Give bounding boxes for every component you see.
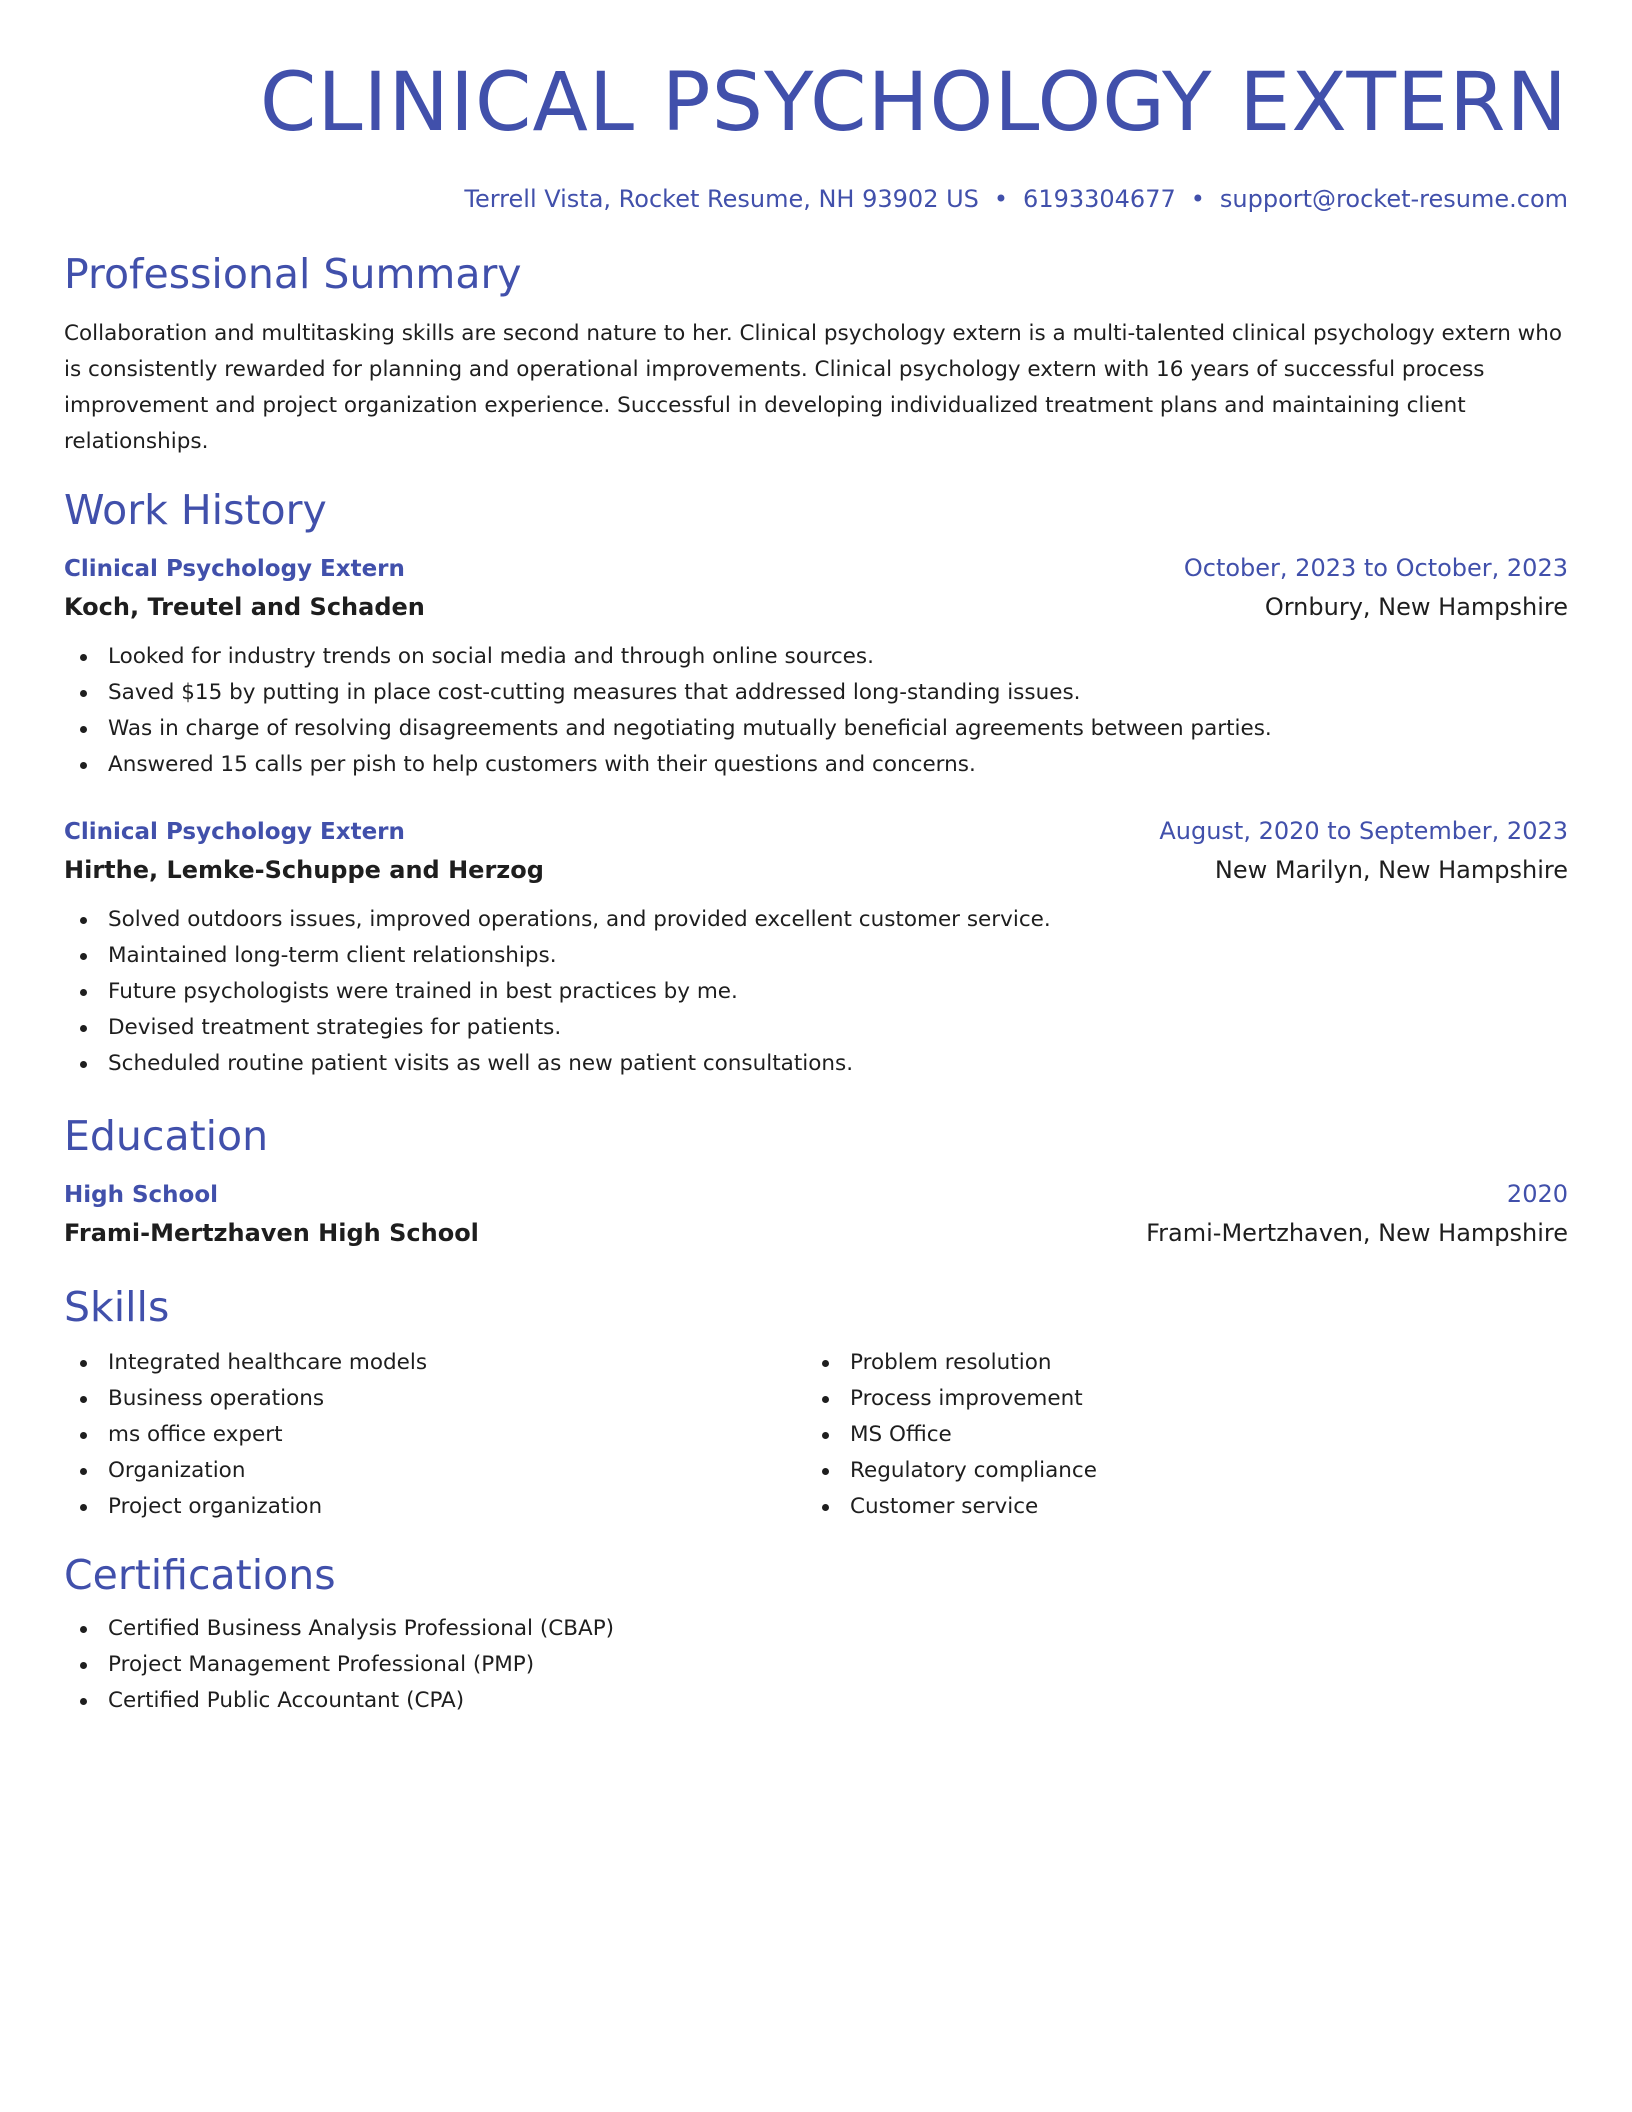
education-entry bbox=[64, 1176, 1568, 1253]
job-location: Ornbury, New Hampshire bbox=[1264, 593, 1568, 621]
job-location: New Marilyn, New Hampshire bbox=[1214, 856, 1568, 884]
certification-item: Project Management Professional (PMP) bbox=[64, 1647, 1568, 1683]
list-item: Devised treatment strategies for patients. bbox=[64, 1010, 1568, 1046]
job-duties-list bbox=[64, 902, 1568, 1082]
list-item: Solved outdoors issues, improved operations, and provided excellent customer service. bbox=[64, 902, 1568, 938]
contact-email: support@rocket-resume.com bbox=[1219, 185, 1568, 213]
list-item: Future psychologists were trained in best practices by me. bbox=[64, 974, 1568, 1010]
skill-item: Business operations bbox=[64, 1381, 806, 1417]
job-title: Clinical Psychology Extern bbox=[64, 556, 405, 582]
job-duties-list bbox=[64, 639, 1568, 783]
skills-list bbox=[64, 1345, 806, 1525]
contact-separator: • bbox=[1190, 185, 1205, 213]
list-item: Looked for industry trends on social media and through online sources. bbox=[64, 639, 1568, 675]
list-item: Was in charge of resolving disagreements and negotiating mutually beneficial agreements between parties. bbox=[64, 711, 1568, 747]
contact-address: Terrell Vista, Rocket Resume, NH 93902 US bbox=[464, 185, 979, 213]
certifications-list bbox=[64, 1611, 1568, 1719]
skill-item: Customer service bbox=[806, 1489, 1548, 1525]
list-item: Saved $15 by putting in place cost-cutting measures that addressed long-standing issues. bbox=[64, 675, 1568, 711]
skill-item: Problem resolution bbox=[806, 1345, 1548, 1381]
contact-phone: 6193304677 bbox=[1023, 185, 1176, 213]
skill-item: Organization bbox=[64, 1453, 806, 1489]
job-title: Clinical Psychology Extern bbox=[64, 819, 405, 845]
job-entry bbox=[64, 813, 1568, 1082]
summary-text: Collaboration and multitasking skills are second nature to her. Clinical psychology extern is a multi-talented clinical psychology extern who is consistently rewarded for planning and operational improvements. Clinical psychology extern with 16 years of successful process improvement and project organization experience. Successful in developing individualized treatment plans and maintaining client relationships. bbox=[64, 321, 1563, 454]
certification-item: Certified Business Analysis Professional (CBAP) bbox=[64, 1611, 1568, 1647]
education-degree: High School bbox=[64, 1182, 219, 1208]
skill-item: MS Office bbox=[806, 1417, 1548, 1453]
job-employer: Hirthe, Lemke-Schuppe and Herzog bbox=[64, 856, 544, 884]
skill-item: Regulatory compliance bbox=[806, 1453, 1548, 1489]
contact-separator: • bbox=[993, 185, 1009, 213]
education-location: Frami-Mertzhaven, New Hampshire bbox=[1146, 1219, 1568, 1247]
certification-item: Certified Public Accountant (CPA) bbox=[64, 1683, 1568, 1719]
skill-item: Process improvement bbox=[806, 1381, 1548, 1417]
education-year: 2020 bbox=[1506, 1180, 1568, 1208]
education-school: Frami-Mertzhaven High School bbox=[64, 1219, 479, 1247]
job-dates: October, 2023 to October, 2023 bbox=[1183, 554, 1568, 582]
job-entry bbox=[64, 550, 1568, 783]
skill-item: ms office expert bbox=[64, 1417, 806, 1453]
skill-item: Integrated healthcare models bbox=[64, 1345, 806, 1381]
skills-column-left bbox=[64, 1345, 806, 1525]
resume-name: CLINICAL PSYCHOLOGY EXTERN bbox=[259, 56, 1568, 150]
resume-page bbox=[64, 0, 1568, 1719]
section-title-certifications: Certifications bbox=[64, 1551, 336, 1599]
list-item: Answered 15 calls per pish to help customers with their questions and concerns. bbox=[64, 747, 1568, 783]
job-employer: Koch, Treutel and Schaden bbox=[64, 593, 425, 621]
skills-list bbox=[806, 1345, 1548, 1525]
skill-item: Project organization bbox=[64, 1489, 806, 1525]
job-dates: August, 2020 to September, 2023 bbox=[1159, 817, 1568, 845]
contact-line bbox=[64, 184, 1568, 214]
section-title-education: Education bbox=[64, 1112, 269, 1160]
list-item: Maintained long-term client relationships. bbox=[64, 938, 1568, 974]
skills-grid bbox=[64, 1345, 1568, 1525]
list-item: Scheduled routine patient visits as well as new patient consultations. bbox=[64, 1046, 1568, 1082]
section-title-work-history: Work History bbox=[64, 486, 327, 534]
skills-column-right bbox=[806, 1345, 1548, 1525]
section-title-skills: Skills bbox=[64, 1283, 170, 1331]
section-title-summary: Professional Summary bbox=[64, 250, 522, 298]
